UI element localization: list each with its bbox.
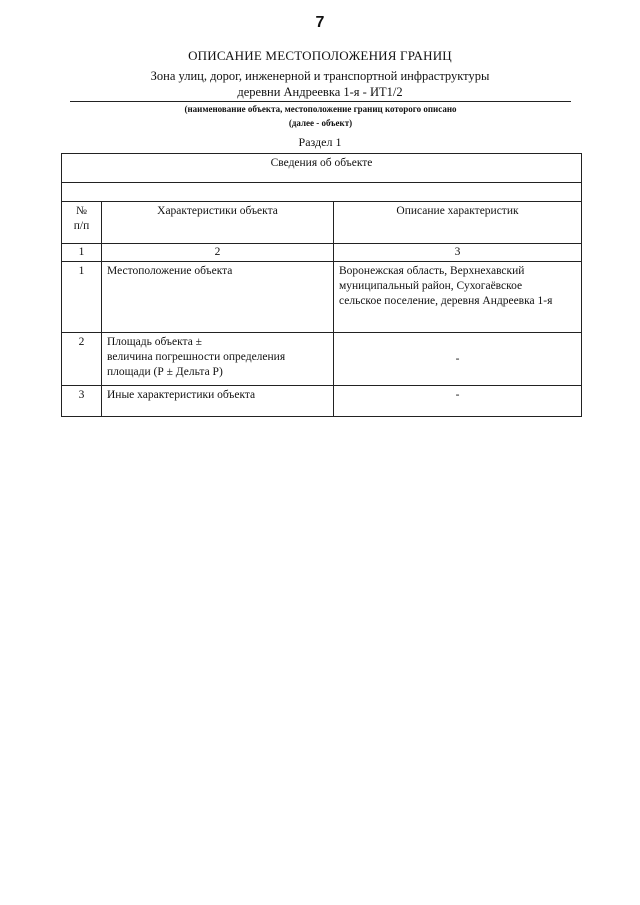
- object-info-table: [61, 153, 582, 417]
- document-title: ОПИСАНИЕ МЕСТОПОЛОЖЕНИЯ ГРАНИЦ: [188, 48, 452, 63]
- section-label: Раздел 1: [298, 135, 342, 149]
- table-row: [62, 262, 582, 333]
- column-index: 2: [102, 244, 334, 262]
- object-note-line-2: (далее - объект): [288, 118, 353, 128]
- subtitle-line-2: деревни Андреевка 1-я - ИТ1/2: [237, 85, 403, 99]
- document-subtitle: [70, 68, 570, 100]
- column-index: 1: [62, 244, 102, 262]
- table-caption: Сведения об объекте: [62, 154, 582, 183]
- header-num: № п/п: [62, 202, 102, 244]
- row-description: -: [334, 333, 582, 386]
- row-num: 2: [62, 333, 102, 386]
- header-characteristic: Характеристики объекта: [102, 202, 334, 244]
- column-index: 3: [334, 244, 582, 262]
- subtitle-line-1: Зона улиц, дорог, инженерной и транспортной инфраструктуры: [150, 69, 490, 83]
- row-num: 3: [62, 386, 102, 417]
- table-header-row: [62, 202, 582, 244]
- row-description: -: [334, 386, 582, 417]
- table-caption-row: [62, 154, 582, 183]
- header-description: Описание характеристик: [334, 202, 582, 244]
- column-index-row: [62, 244, 582, 262]
- table-row: [62, 386, 582, 417]
- object-note-line-1: (наименование объекта, местоположение границ которого описано: [184, 104, 457, 114]
- page-number: 7: [315, 14, 325, 31]
- table-spacer-row: [62, 183, 582, 202]
- subtitle-underline: [70, 101, 571, 102]
- row-num: 1: [62, 262, 102, 333]
- row-description: Воронежская область, Верхнехавский муниципальный район, Сухогаёвское сельское поселение, деревня Андреевка 1-я: [334, 262, 582, 333]
- row-characteristic: Иные характеристики объекта: [102, 386, 334, 417]
- table-row: [62, 333, 582, 386]
- row-characteristic: Площадь объекта ± величина погрешности определения площади (Р ± Дельта Р): [102, 333, 334, 386]
- row-characteristic: Местоположение объекта: [102, 262, 334, 333]
